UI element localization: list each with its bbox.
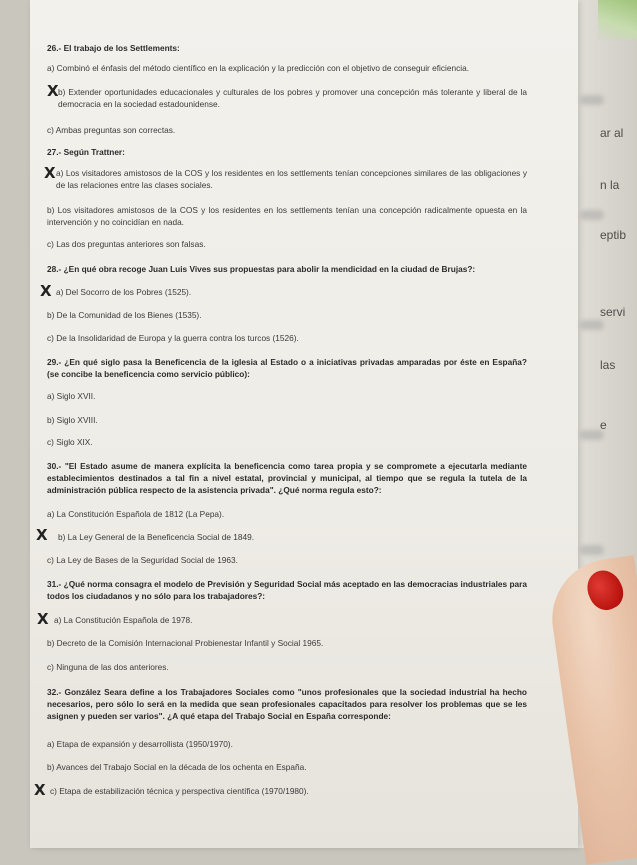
option-31b[interactable]: b) Decreto de la Comisión Internacional Probienestar Infantil y Social 1965. — [47, 638, 324, 648]
option-26b[interactable]: b) Extender oportunidades educacionales y culturales de los pobres y promover una concepción más tolerante y liberal de la democracia en la sociedad estadounidense. — [58, 87, 527, 109]
option-26c[interactable]: c) Ambas preguntas son correctas. — [47, 125, 176, 135]
question-number: 26.- — [47, 43, 62, 53]
question-number: 30.- — [47, 461, 62, 471]
question-title: ¿En qué siglo pasa la Beneficencia de la iglesia al Estado o a iniciativas privadas amparadas por éste en España? (se concibe la beneficencia como servicio público): — [47, 357, 527, 379]
option-28a[interactable]: a) Del Socorro de los Pobres (1525). — [56, 287, 192, 297]
answer-mark-icon: X — [40, 282, 52, 300]
question-27 — [47, 146, 527, 158]
option-27a[interactable]: a) Los visitadores amistosos de la COS y los residentes en los settlements tenían concepciones similares de las obligaciones y de las relaciones entre las clases sociales. — [56, 168, 527, 190]
ghost-text-1: ar al — [600, 126, 624, 140]
green-object — [598, 0, 637, 40]
option-30c[interactable]: c) La Ley de Bases de la Seguridad Social de 1963. — [47, 555, 238, 565]
answer-mark-icon: X — [47, 82, 59, 100]
option-32b[interactable]: b) Avances del Trabajo Social en la década de los ochenta en España. — [47, 762, 307, 772]
ghost-text-5: las — [600, 358, 616, 372]
question-number: 32.- — [47, 687, 62, 697]
question-32 — [47, 686, 527, 722]
answer-mark-icon: X — [34, 781, 46, 799]
question-title: ¿En qué obra recoge Juan Luis Vives sus propuestas para abolir la mendicidad en la ciudad de Brujas?: — [63, 264, 476, 274]
option-28c[interactable]: c) De la Insolidaridad de Europa y la guerra contra los turcos (1526). — [47, 333, 299, 343]
option-28b[interactable]: b) De la Comunidad de los Bienes (1535). — [47, 310, 202, 320]
ghost-text-2: n la — [600, 178, 620, 192]
option-32a[interactable]: a) Etapa de expansión y desarrollista (1950/1970). — [47, 739, 233, 749]
option-32c[interactable]: c) Etapa de estabilización técnica y perspectiva científica (1970/1980). — [50, 786, 309, 796]
option-31a[interactable]: a) La Constitución Española de 1978. — [54, 615, 193, 625]
smudge — [580, 210, 604, 220]
question-number: 27.- — [47, 147, 62, 157]
option-27b[interactable]: b) Los visitadores amistosos de la COS y los residentes en los settlements tenían una concepción radicalmente opuesta en la intervención y no coincidían en nada. — [47, 205, 527, 227]
smudge — [580, 430, 604, 440]
question-number: 31.- — [47, 579, 62, 589]
question-number: 28.- — [47, 264, 62, 274]
smudge — [580, 545, 604, 555]
question-title: González Seara define a los Trabajadores Sociales como "unos profesionales que la sociedad industrial ha hecho necesarios, pero sólo lo será en la medida que sean profesionales capacitados para resolver los problemas que se les asignen y pueden ser varios". ¿A qué etapa del Trabajo Social en España corresponde: — [47, 687, 527, 721]
question-26 — [47, 42, 527, 54]
answer-mark-icon: X — [44, 164, 56, 182]
option-30b[interactable]: b) La Ley General de la Beneficencia Social de 1849. — [58, 532, 255, 542]
option-29b[interactable]: b) Siglo XVIII. — [47, 415, 98, 425]
question-number: 29.- — [47, 357, 62, 367]
ghost-text-6: e — [600, 418, 607, 432]
option-30a[interactable]: a) La Constitución Española de 1812 (La Pepa). — [47, 509, 225, 519]
answer-mark-icon: X — [36, 526, 48, 544]
question-title: Según Trattner: — [63, 147, 125, 157]
ghost-text-4: servi — [600, 305, 626, 319]
smudge — [580, 95, 604, 105]
question-29 — [47, 356, 527, 380]
question-30 — [47, 460, 527, 496]
answer-mark-icon: X — [37, 610, 49, 628]
smudge — [580, 320, 604, 330]
option-29a[interactable]: a) Siglo XVII. — [47, 391, 96, 401]
question-title: ¿Qué norma consagra el modelo de Previsión y Seguridad Social más aceptado en las democracias industriales para todos los ciudadanos y no sólo para los trabajadores?: — [47, 579, 527, 601]
ghost-text-3: eptib — [600, 228, 627, 242]
option-27c[interactable]: c) Las dos preguntas anteriores son falsas. — [47, 239, 206, 249]
option-29c[interactable]: c) Siglo XIX. — [47, 437, 93, 447]
question-31 — [47, 578, 527, 602]
question-title: "El Estado asume de manera explícita la beneficencia como tarea propia y se compromete a ejecutarla mediante establecimientos destinados a tal fin a nivel estatal, provincial y municipal, al tiempo que se regula la tutela de la administración pública respecto de la asistencia privada". ¿Qué norma regula esto?: — [47, 461, 527, 495]
question-28 — [47, 263, 527, 275]
question-title: El trabajo de los Settlements: — [63, 43, 180, 53]
option-26a[interactable]: a) Combinó el énfasis del método científico en la explicación y la predicción con el objetivo de conseguir eficiencia. — [47, 63, 469, 73]
option-31c[interactable]: c) Ninguna de las dos anteriores. — [47, 662, 169, 672]
